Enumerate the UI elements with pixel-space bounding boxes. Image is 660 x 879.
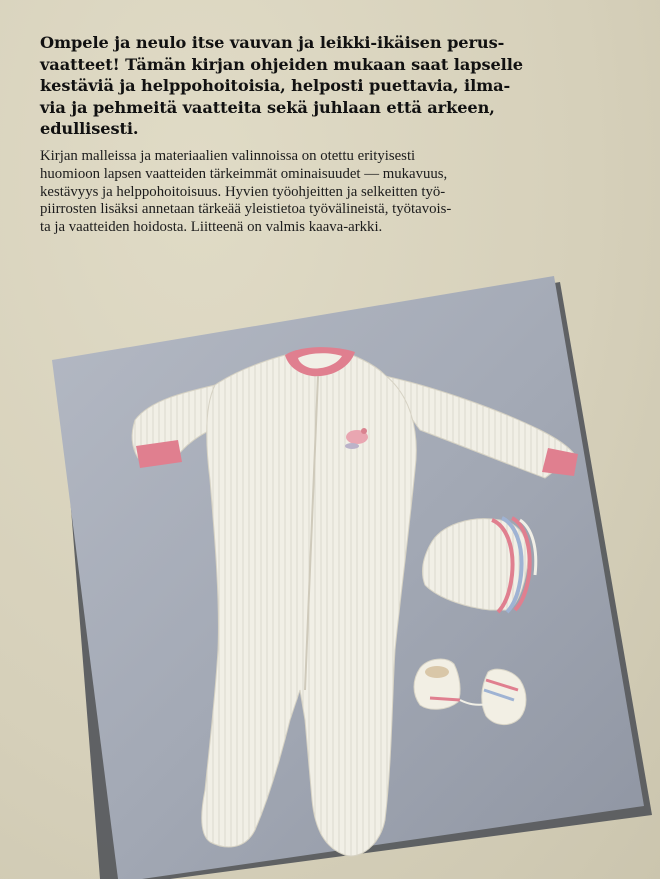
description-paragraph: Kirjan malleissa ja materiaalien valinnoissa on otettu erityisesti huomioon lapsen vaatteiden tärkeimmät ominaisuudet — mukavuus, kestävyys ja helppohoitoisuus. Hyvien työohjeitten ja selkeitten työ- piirrosten lisäksi annetaan tärkeää yleistietoa työvälineistä, työtavois- ta ja vaatteiden hoidosta. Liitteenä on valmis kaava-arkki. <box>40 148 452 236</box>
lead-paragraph: Ompele ja neulo itse vauvan ja leikki-ikäisen perus- vaatteet! Tämän kirjan ohjeiden mukaan saat lapselle kestäviä ja helppohoitoisia, helposti puettavia, ilma- via ja pehmeitä vaatteita sekä juhlaan että arkeen, edullisesti. <box>40 33 523 138</box>
